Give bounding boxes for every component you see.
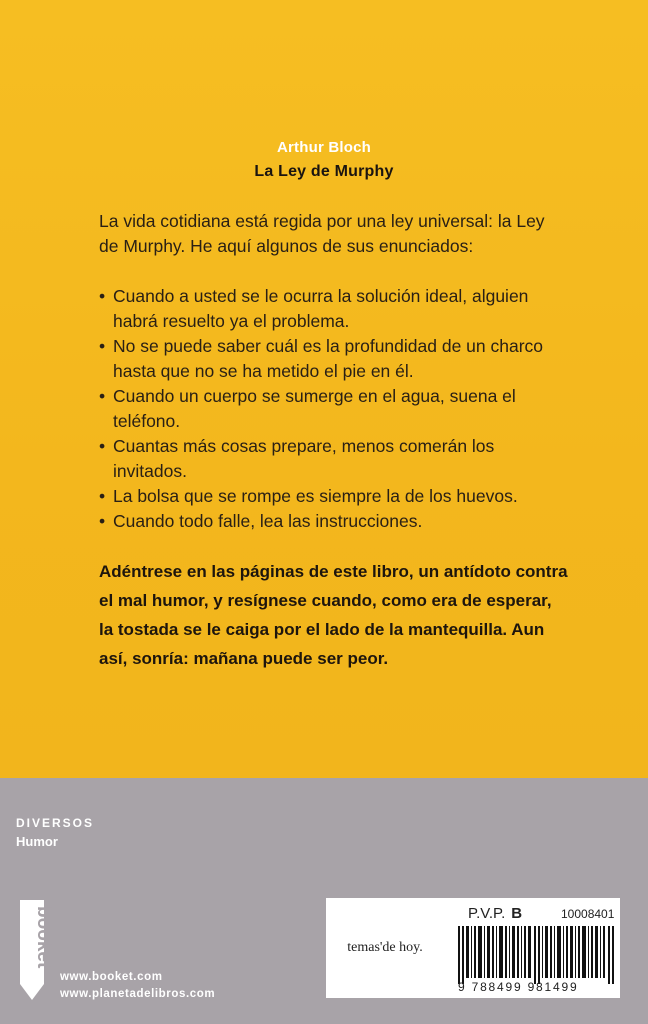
isbn-number: 9 788499 981499: [458, 980, 579, 994]
book-title: La Ley de Murphy: [254, 163, 394, 180]
publisher-logo: temas'de hoy.: [347, 940, 423, 955]
booket-logo-text: booket: [33, 906, 54, 969]
list-item: • Cuando un cuerpo se sumerge en el agua, suena el teléfono.: [99, 384, 569, 434]
genre-label: Humor: [16, 834, 58, 849]
url-planetadelibros: www.planetadelibros.com: [60, 988, 216, 1000]
intro-paragraph: La vida cotidiana está regida por una ley universal: la Ley de Murphy. He aquí algunos de sus enunciados:: [99, 211, 545, 256]
list-item: • Cuantas más cosas prepare, menos comerán los invitados.: [99, 434, 569, 484]
list-item: • Cuando todo falle, lea las instrucciones.: [99, 509, 569, 534]
collection-label: DIVERSOS: [16, 816, 95, 830]
author-name: Arthur Bloch: [276, 139, 372, 156]
internal-code: 10008401: [561, 907, 615, 921]
price-code: B: [511, 905, 523, 922]
list-item: • La bolsa que se rompe es siempre la de los huevos.: [99, 484, 569, 509]
list-item: • Cuando a usted se le ocurra la solución ideal, alguien habrá resuelto ya el problema.: [99, 284, 569, 334]
booket-logo: [14, 898, 54, 1002]
law-list: [99, 284, 569, 534]
publisher-urls: [60, 969, 215, 1003]
list-item: • No se puede saber cuál es la profundidad de un charco hasta que no se ha metido el pie en él.: [99, 334, 569, 384]
barcode-bars: [458, 926, 618, 984]
closing-paragraph: Adéntrese en las páginas de este libro, un antídoto contra el mal humor, y resígnese cuando, como era de esperar, la tostada se le caiga por el lado de la mantequilla. Aun así, sonría: mañana puede ser peor.: [99, 562, 568, 668]
url-booket: www.booket.com: [60, 971, 163, 983]
price-label: P.V.P.: [468, 905, 506, 922]
price-block: [468, 905, 522, 922]
